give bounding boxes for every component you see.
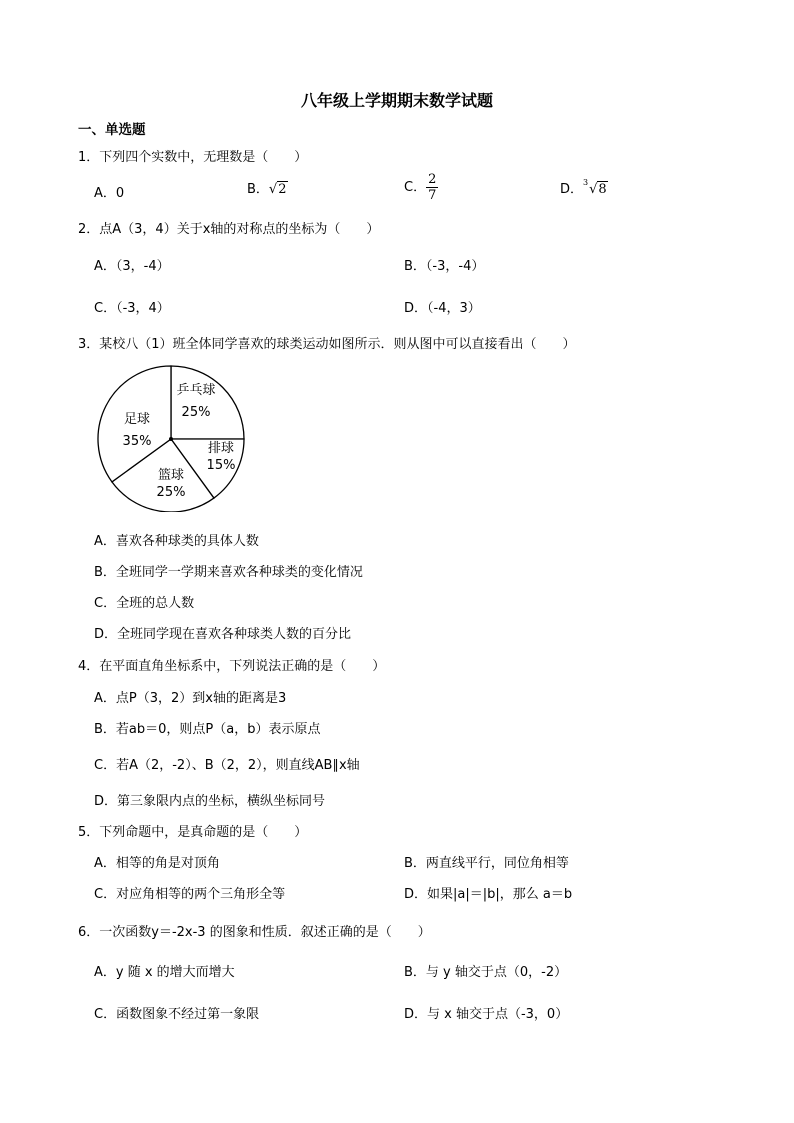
question-3-option-b: B．全班同学一学期来喜欢各种球类的变化情况 bbox=[94, 565, 363, 580]
question-1-option-d bbox=[560, 178, 608, 197]
question-6-option-c: C．函数图象不经过第一象限 bbox=[94, 1007, 260, 1022]
question-1-stem: 1．下列四个实数中，无理数是（ ） bbox=[78, 150, 308, 165]
question-4-stem: 4．在平面直角坐标系中，下列说法正确的是（ ） bbox=[78, 659, 386, 674]
question-6-stem: 6．一次函数y＝-2x-3 的图象和性质．叙述正确的是（ ） bbox=[78, 925, 431, 940]
option-b-label: B． bbox=[247, 182, 269, 197]
question-1-option-c bbox=[404, 172, 438, 203]
page-title: 八年级上学期期末数学试题 bbox=[300, 91, 493, 110]
option-c-label: C． bbox=[404, 180, 427, 195]
pie-value-label: 25% bbox=[181, 405, 211, 420]
pie-value-label: 35% bbox=[122, 434, 152, 449]
root-index: 3 bbox=[583, 178, 589, 187]
option-d-label: D． bbox=[560, 182, 584, 197]
question-5-option-a: A．相等的角是对顶角 bbox=[94, 856, 220, 871]
fraction-numerator: 2 bbox=[428, 172, 437, 187]
section-heading: 一、单选题 bbox=[78, 122, 146, 138]
question-2-option-a: A．（3，-4） bbox=[94, 259, 170, 274]
cube-root-expression: $^3$√8 bbox=[583, 178, 607, 197]
question-2-option-d: D．（-4，3） bbox=[404, 301, 481, 316]
question-5-stem: 5．下列命题中，是真命题的是（ ） bbox=[78, 825, 308, 840]
question-4-option-d: D．第三象限内点的坐标，横纵坐标同号 bbox=[94, 794, 326, 809]
pie-category-label: 排球 bbox=[207, 441, 235, 456]
question-4-option-b: B．若ab＝0，则点P（a，b）表示原点 bbox=[94, 722, 321, 737]
pie-category-label: 乒乓球 bbox=[176, 383, 216, 398]
question-3-stem: 3．某校八（1）班全体同学喜欢的球类运动如图所示．则从图中可以直接看出（ ） bbox=[78, 337, 576, 352]
fraction-denominator: 7 bbox=[428, 188, 437, 203]
radicand: 2 bbox=[278, 182, 287, 197]
question-5-option-d: D．如果|a|＝|b|，那么 a＝b bbox=[404, 887, 573, 902]
radicand: 8 bbox=[598, 182, 607, 197]
question-6-option-d: D．与 x 轴交于点（-3，0） bbox=[404, 1007, 569, 1022]
pie-category-label: 篮球 bbox=[157, 468, 185, 483]
question-5-option-c: C．对应角相等的两个三角形全等 bbox=[94, 887, 286, 902]
pie-value-label: 15% bbox=[206, 458, 236, 473]
question-6-option-a: A．y 随 x 的增大而增大 bbox=[94, 965, 235, 980]
question-5-option-b: B．两直线平行，同位角相等 bbox=[404, 856, 569, 871]
question-3-option-a: A．喜欢各种球类的具体人数 bbox=[94, 534, 259, 549]
pie-chart bbox=[94, 362, 254, 512]
question-4-option-c: C．若A（2，-2）、B（2，2），则直线AB∥x轴 bbox=[94, 758, 360, 773]
question-2-option-c: C．（-3，4） bbox=[94, 301, 170, 316]
pie-value-label: 25% bbox=[156, 485, 186, 500]
question-4-option-a: A．点P（3，2）到x轴的距离是3 bbox=[94, 691, 287, 706]
question-3-option-c: C．全班的总人数 bbox=[94, 596, 195, 611]
question-2-option-b: B．（-3，-4） bbox=[404, 259, 485, 274]
sqrt-expression: √2 bbox=[268, 182, 287, 197]
pie-center-dot bbox=[169, 437, 173, 441]
fraction bbox=[426, 172, 438, 203]
question-2-stem: 2．点A（3，4）关于x轴的对称点的坐标为（ ） bbox=[78, 222, 380, 237]
question-1-option-a: A．0 bbox=[94, 186, 125, 201]
question-3-option-d: D．全班同学现在喜欢各种球类人数的百分比 bbox=[94, 627, 352, 642]
question-1-option-b bbox=[247, 178, 288, 197]
pie-slice-1 bbox=[171, 366, 244, 439]
question-6-option-b: B．与 y 轴交于点（0，-2） bbox=[404, 965, 568, 980]
pie-category-label: 足球 bbox=[123, 412, 151, 427]
